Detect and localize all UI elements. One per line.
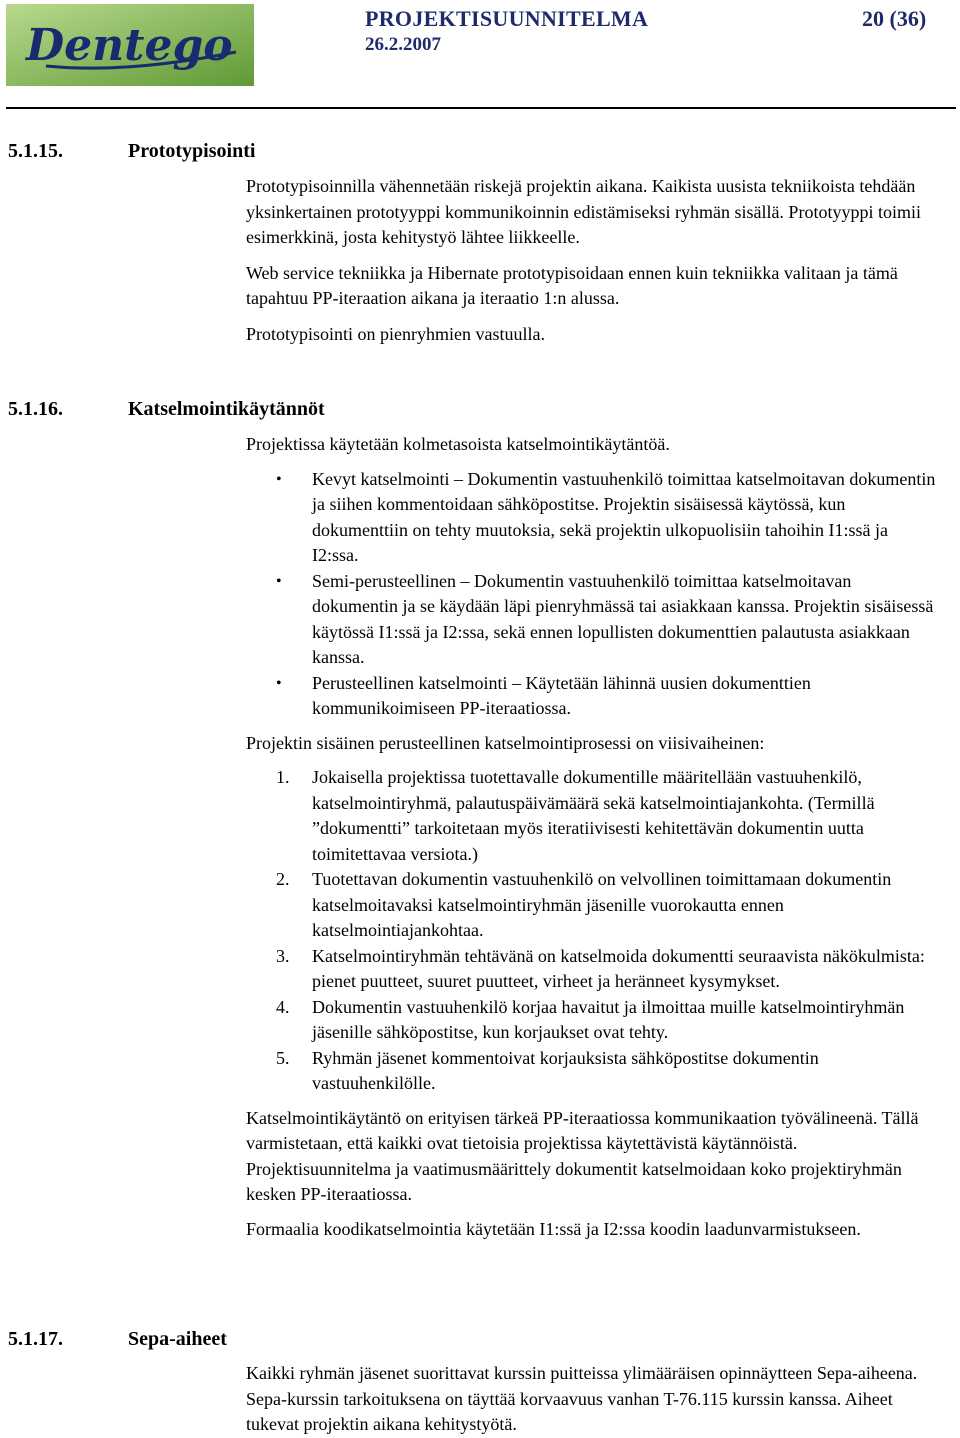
review-levels-list — [246, 467, 936, 722]
bullet-icon: • — [276, 572, 282, 590]
section-number: 5.1.17. — [8, 1328, 63, 1350]
section-title: Prototypisointi — [128, 140, 256, 162]
section-title: Sepa-aiheet — [128, 1328, 227, 1350]
list-item: 1. Jokaisella projektissa tuotettavalle dokumentille määritellään vastuuhenkilö, katselmointiryhmä, palautuspäivämäärä sekä katselmointiajankohta. (Termillä ”dokumentti” tarkoitetaan myös iteratiivisesti kehitettävän dokumentin uutta toimitettavaa versiota.) — [276, 767, 875, 864]
paragraph: Web service tekniikka ja Hibernate prototypisoidaan ennen kuin tekniikka valitaan ja tämä tapahtuu PP-iteraation aikana ja iteraatio 1:n alussa. — [246, 262, 898, 308]
list-item: 4. Dokumentin vastuuhenkilö korjaa havaitut ja ilmoittaa muille katselmointiryhmän jäsenille sähköpostitse, kun korjaukset ovat tehty. — [276, 996, 905, 1042]
bullet-icon: • — [276, 470, 282, 488]
section-number: 5.1.15. — [8, 140, 63, 162]
paragraph: Kaikki ryhmän jäsenet suorittavat kurssin puitteissa ylimääräisen opinnäytteen Sepa-aiheena. Sepa-kurssin tarkoituksena on täyttää korvaavuus vanhan T-76.115 kurssin kanssa. Aiheet tukevat projektin aikana kehitystyötä. — [246, 1363, 918, 1434]
paragraph: Prototypisoinnilla vähennetään riskejä projektin aikana. Kaikista uusista tekniikoista tehdään yksinkertainen prototyyppi kommunikoinnin edistämiseksi ryhmän sisällä. Prototyyppi toimii esimerkkinä, josta kehitystyö lähtee liikkeelle. — [246, 176, 921, 247]
list-item: 3. Katselmointiryhmän tehtävänä on katselmoida dokumentti seuraavista näkökulmista: pienet puutteet, suuret puutteet, virheet ja heränneet kysymykset. — [276, 945, 925, 991]
paragraph: Projektin sisäinen perusteellinen katselmointiprosessi on viisivaiheinen: — [246, 732, 765, 753]
review-process-steps — [246, 765, 936, 1097]
list-item: • Perusteellinen katselmointi – Käytetään lähinnä uusien dokumenttien kommunikoimiseen PP-iteraatiossa. — [276, 672, 811, 718]
paragraph: Katselmointikäytäntö on erityisen tärkeä PP-iteraatiossa kommunikaation työvälineenä. Tällä varmistetaan, että kaikki ovat tietoisia projektissa käytettävistä käytännöistä. Projektisuunnitelma ja vaatimusmäärittely dokumentit katselmoidaan koko projektiryhmän kesken PP-iteraatiossa. — [246, 1107, 919, 1204]
document-title: PROJEKTISUUNNITELMA — [365, 6, 649, 31]
paragraph: Formaalia koodikatselmointia käytetään I1:ssä ja I2:ssa koodin laadunvarmistukseen. — [246, 1218, 861, 1239]
section-body-sepa-aiheet — [246, 1361, 936, 1438]
list-item: • Semi-perusteellinen – Dokumentin vastuuhenkilö toimittaa katselmoitavan dokumentin ja se käydään läpi pienryhmässä tai asiakkaan kanssa. Projektin sisäisessä käytössä I1:ssä ja I2:ssa, sekä ennen lopullisten dokumenttien palautusta asiakkaan kanssa. — [276, 570, 934, 667]
section-number: 5.1.16. — [8, 398, 63, 420]
svg-text:Dentego: Dentego — [26, 20, 233, 71]
list-item: 2. Tuotettavan dokumentin vastuuhenkilö on velvollinen toimittamaan dokumentin katselmoitavaksi katselmointiryhmän jäsenille vuorokautta ennen katselmointiajankohtaa. — [276, 869, 892, 940]
document-date: 26.2.2007 — [365, 34, 441, 55]
paragraph: Prototypisointi on pienryhmien vastuulla. — [246, 323, 545, 344]
section-body-katselmointikaytannot — [246, 432, 936, 1242]
page-number: 20 (36) — [862, 6, 927, 31]
bullet-icon: • — [276, 674, 282, 692]
list-item: 5. Ryhmän jäsenet kommentoivat korjauksista sähköpostitse dokumentin vastuuhenkilölle. — [276, 1047, 819, 1093]
dentego-logo — [6, 4, 254, 86]
header-divider — [6, 107, 956, 109]
paragraph: Projektissa käytetään kolmetasoista katselmointikäytäntöä. — [246, 434, 670, 454]
section-body-prototypisointi — [246, 174, 936, 347]
section-title: Katselmointikäytännöt — [128, 398, 325, 420]
list-item: • Kevyt katselmointi – Dokumentin vastuuhenkilö toimittaa katselmoitavan dokumentin ja siihen kommentoidaan sähköpostitse. Projektin sisäisessä käytössä, kun dokumenttiin on tehty muutoksia, sekä projektin ulkopuolisiin tahoihin I1:ssä ja I2:ssa. — [276, 468, 936, 565]
